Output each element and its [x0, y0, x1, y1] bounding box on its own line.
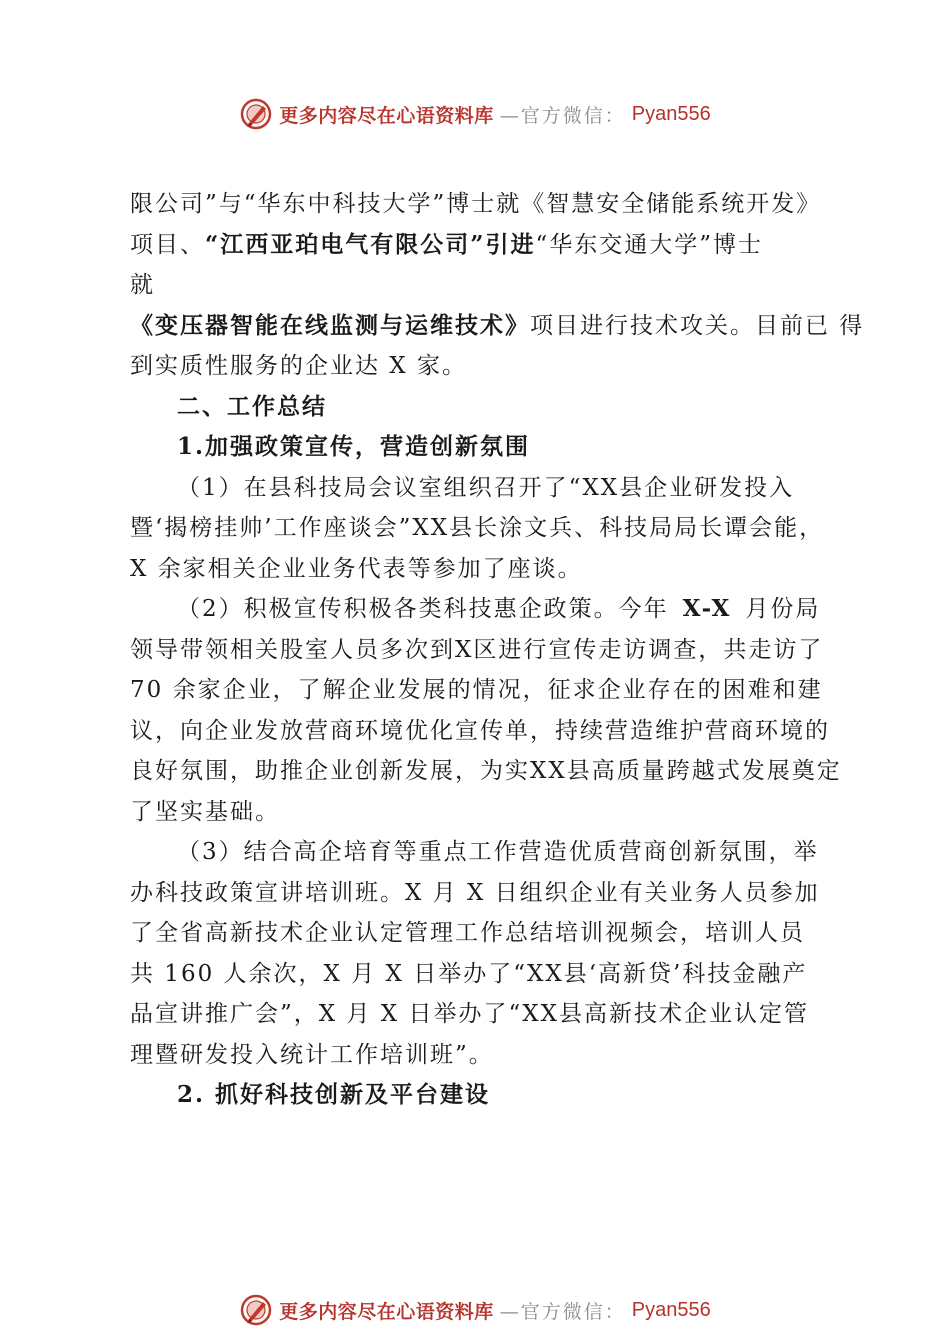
text-run-bold: X-X: [682, 595, 732, 622]
text-line: 良好氛围，助推企业创新发展，为实XX县高质量跨越式发展奠定: [130, 758, 842, 784]
text-line: 领导带领相关股室人员多次到X区进行宣传走访调查，共走访了: [130, 636, 824, 663]
text-line: 限公司”与“华东中科技大学”博士就《智慧安全储能系统开发》: [130, 191, 822, 217]
banner-wechat-id: Pyan556: [631, 1298, 711, 1321]
text-run: “华东交通大学”博士: [535, 231, 763, 258]
text-run: 项目、: [130, 231, 205, 258]
text-line: X 余家相关企业业务代表等参加了座谈。: [130, 555, 583, 582]
text-line: 议，向企业发放营商环境优化宣传单，持续营造维护营商环境的: [130, 717, 830, 744]
subsection-heading: 2. 抓好科技创新及平台建设: [177, 1081, 491, 1108]
text-line: 理暨研发投入统计工作培训班”。: [130, 1041, 494, 1068]
text-run-bold: 《变压器智能在线监测与运维技术》: [130, 311, 530, 339]
banner-wechat-id: Pyan556: [631, 102, 711, 125]
text-line: （1）在县科技局会议室组织召开了“XX县企业研发投入: [177, 474, 795, 501]
text-run: （2）积极宣传积极各类科技惠企政策。今年: [177, 596, 669, 622]
text-run: 月份局: [745, 596, 821, 622]
text-run-bold: “江西亚珀电气有限公司”引进: [205, 230, 536, 258]
text-run: 项目进行技术攻关。目前已 得: [530, 312, 865, 339]
document-body: [130, 184, 865, 1116]
text-line: 了全省高新技术企业认定管理工作总结培训视频会，培训人员: [130, 920, 805, 946]
text-line: 品宣讲推广会”，X 月 X 日举办了“XX县高新技术企业认定管: [130, 1001, 809, 1027]
text-line: [130, 225, 840, 266]
banner-sep-text: —官方微信：: [499, 1300, 626, 1323]
banner-sep-text: —官方微信：: [499, 104, 626, 127]
text-line: [130, 589, 840, 630]
pen-circle-logo-icon: [239, 1293, 273, 1327]
subsection-heading: 1.加强政策宣传，营造创新氛围: [177, 433, 531, 460]
banner-red-text: 更多内容尽在心语资料库: [279, 1300, 494, 1323]
text-line: [130, 306, 865, 347]
section-heading: 二、工作总结: [177, 392, 327, 420]
text-line: 共 160 人余次，X 月 X 日举办了“XX县‘高新贷’科技金融产: [130, 960, 808, 987]
text-line: 暨‘揭榜挂帅’工作座谈会”XX县长涂文兵、科技局局长谭会能，: [130, 515, 825, 541]
text-line: 70 余家企业，了解企业发展的情况，征求企业存在的困难和建: [130, 677, 823, 703]
banner-red-text: 更多内容尽在心语资料库: [279, 104, 494, 127]
text-line: 办科技政策宣讲培训班。X 月 X 日组织企业有关业务人员参加: [130, 879, 820, 906]
footer-banner: [0, 1290, 950, 1330]
pen-circle-logo-icon: [239, 97, 273, 131]
text-line: （3）结合高企培育等重点工作营造优质营商创新氛围，举: [177, 839, 819, 865]
header-banner: [0, 94, 950, 134]
text-line: 了坚实基础。: [130, 798, 280, 825]
text-line: 到实质性服务的企业达 X 家。: [130, 353, 467, 379]
text-line: 就: [130, 272, 155, 298]
